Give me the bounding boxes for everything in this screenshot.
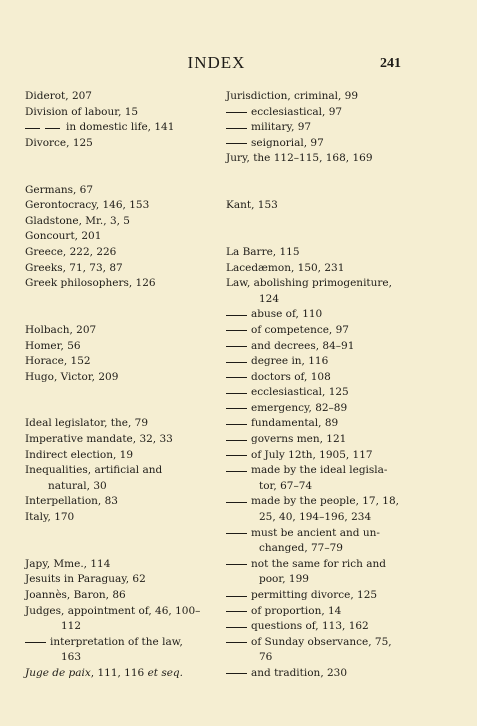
index-entry-text: Japy, Mme., 114 bbox=[25, 557, 111, 570]
index-entry-text: Division of labour, 15 bbox=[25, 105, 139, 118]
index-entry bbox=[226, 432, 406, 448]
index-spacer bbox=[25, 151, 210, 167]
page-number: 241 bbox=[380, 56, 401, 71]
index-entry bbox=[226, 479, 406, 495]
index-entry bbox=[226, 370, 406, 386]
index-spacer bbox=[25, 401, 210, 417]
index-entry bbox=[25, 105, 210, 121]
index-entry-text: Horace, 152 bbox=[25, 355, 91, 368]
index-entry bbox=[226, 276, 406, 292]
index-spacer bbox=[226, 214, 406, 230]
index-entry bbox=[226, 494, 406, 510]
index-entry-text: Lacedæmon, 150, 231 bbox=[226, 261, 345, 274]
index-spacer bbox=[25, 167, 210, 183]
index-entry-text: 76 bbox=[259, 651, 273, 664]
index-entry bbox=[226, 619, 406, 635]
ditto-dash bbox=[226, 533, 247, 534]
ditto-dash bbox=[226, 362, 247, 363]
index-entry-text: tor, 67–74 bbox=[259, 479, 313, 492]
ditto-dash bbox=[226, 315, 247, 316]
index-entry bbox=[226, 666, 406, 682]
index-entry-text: 112 bbox=[61, 620, 82, 633]
index-entry-text: military, 97 bbox=[251, 121, 312, 134]
ditto-dash bbox=[226, 596, 247, 597]
index-entry-text: degree in, 116 bbox=[251, 355, 329, 368]
index-spacer bbox=[25, 526, 210, 542]
index-entry-text: Jury, the 112–115, 168, 169 bbox=[226, 152, 373, 165]
index-entry bbox=[226, 151, 406, 167]
index-entry bbox=[25, 198, 210, 214]
index-entry bbox=[25, 416, 210, 432]
index-entry bbox=[226, 120, 406, 136]
index-entry bbox=[226, 292, 406, 308]
index-entry bbox=[226, 245, 406, 261]
index-entry bbox=[226, 650, 406, 666]
index-entry-text: Greek philosophers, 126 bbox=[25, 277, 156, 290]
index-entry-text: Jurisdiction, criminal, 99 bbox=[226, 90, 359, 102]
index-entry bbox=[226, 463, 406, 479]
index-entry bbox=[25, 261, 210, 277]
italic-suffix: et seq. bbox=[147, 666, 183, 679]
index-entry bbox=[25, 650, 210, 666]
ditto-dash bbox=[226, 377, 247, 378]
index-entry-text: of July 12th, 1905, 117 bbox=[251, 448, 373, 461]
index-entry-text: abuse of, 110 bbox=[251, 308, 323, 321]
index-entry-text: of proportion, 14 bbox=[251, 604, 342, 617]
index-entry bbox=[226, 198, 406, 214]
index-entry-text: poor, 199 bbox=[259, 573, 309, 586]
ditto-dash bbox=[226, 502, 247, 503]
ditto-dash bbox=[226, 673, 247, 674]
index-entry-text: and decrees, 84–91 bbox=[251, 339, 355, 352]
ditto-dash bbox=[25, 642, 46, 643]
index-entry bbox=[25, 432, 210, 448]
ditto-dash bbox=[226, 564, 247, 565]
index-entry-text: changed, 77–79 bbox=[259, 542, 343, 555]
index-entry bbox=[226, 323, 406, 339]
ditto-dash bbox=[226, 424, 247, 425]
index-entry-text: Gladstone, Mr., 3, 5 bbox=[25, 214, 130, 227]
index-entry bbox=[25, 120, 210, 136]
index-entry-text: La Barre, 115 bbox=[226, 245, 300, 258]
index-spacer bbox=[25, 292, 210, 308]
ditto-dash bbox=[226, 128, 247, 129]
index-entry-text: Diderot, 207 bbox=[25, 90, 92, 102]
index-entry bbox=[25, 448, 210, 464]
index-entry-text: Judges, appointment of, 46, 100– bbox=[25, 604, 201, 617]
index-entry bbox=[25, 89, 210, 105]
index-entry bbox=[226, 339, 406, 355]
index-entry-text: Inequalities, artificial and bbox=[25, 464, 163, 477]
index-entry-text: 124 bbox=[259, 292, 280, 305]
index-entry bbox=[25, 635, 210, 651]
index-entry bbox=[25, 354, 210, 370]
index-entry-text: Homer, 56 bbox=[25, 339, 81, 352]
index-entry-text: Interpellation, 83 bbox=[25, 495, 118, 508]
ditto-dash bbox=[226, 393, 247, 394]
index-entry-text: Gerontocracy, 146, 153 bbox=[25, 199, 150, 212]
index-entry bbox=[226, 354, 406, 370]
index-entry-text: 163 bbox=[61, 651, 82, 664]
index-entry bbox=[226, 572, 406, 588]
index-entry bbox=[25, 463, 210, 479]
index-entry-text: Germans, 67 bbox=[25, 183, 94, 196]
index-entry-text: Joannès, Baron, 86 bbox=[25, 589, 126, 601]
index-spacer bbox=[25, 541, 210, 557]
index-entry bbox=[25, 214, 210, 230]
index-entry bbox=[25, 666, 210, 682]
index-entry bbox=[226, 557, 406, 573]
index-entry-text: governs men, 121 bbox=[251, 433, 347, 446]
index-entry-text: ecclesiastical, 125 bbox=[251, 386, 349, 399]
index-entry-text: doctors of, 108 bbox=[251, 370, 331, 383]
ditto-dash bbox=[226, 408, 247, 409]
index-entry bbox=[25, 136, 210, 152]
index-entry bbox=[25, 183, 210, 199]
index-entry bbox=[25, 245, 210, 261]
index-entry-text: Law, abolishing primogeniture, bbox=[226, 277, 392, 290]
index-entry bbox=[226, 385, 406, 401]
ditto-dash bbox=[226, 627, 247, 628]
index-entry bbox=[25, 619, 210, 635]
index-entry-text: Italy, 170 bbox=[25, 511, 75, 524]
ditto-dash bbox=[226, 112, 247, 113]
index-spacer bbox=[226, 183, 406, 199]
index-entry bbox=[226, 510, 406, 526]
index-entry-text: Greeks, 71, 73, 87 bbox=[25, 261, 123, 274]
italic-term: Juge de paix bbox=[25, 666, 91, 679]
index-entry-text: Jesuits in Paraguay, 62 bbox=[25, 573, 146, 586]
index-entry bbox=[226, 136, 406, 152]
index-entry-text: and tradition, 230 bbox=[251, 666, 348, 679]
index-entry-text: of competence, 97 bbox=[251, 323, 349, 336]
index-entry bbox=[25, 370, 210, 386]
index-entry bbox=[25, 276, 210, 292]
index-entry-text: emergency, 82–89 bbox=[251, 401, 348, 414]
index-entry-text: 25, 40, 194–196, 234 bbox=[259, 511, 372, 524]
ditto-dash bbox=[226, 330, 247, 331]
index-entry bbox=[25, 557, 210, 573]
index-entry bbox=[25, 572, 210, 588]
index-entry bbox=[25, 339, 210, 355]
ditto-dash bbox=[226, 455, 247, 456]
index-entry bbox=[226, 635, 406, 651]
index-entry-text: questions of, 113, 162 bbox=[251, 620, 369, 633]
index-entry-text: Goncourt, 201 bbox=[25, 230, 102, 243]
index-entry bbox=[226, 307, 406, 323]
index-entry bbox=[25, 229, 210, 245]
index-entry bbox=[226, 448, 406, 464]
index-spacer bbox=[226, 229, 406, 245]
index-entry bbox=[226, 541, 406, 557]
ditto-dash bbox=[226, 611, 247, 612]
index-entry-text: Hugo, Victor, 209 bbox=[25, 370, 119, 383]
ditto-dash bbox=[226, 346, 247, 347]
index-entry-text: Indirect election, 19 bbox=[25, 448, 134, 461]
entry-pages: , 111, 116 bbox=[90, 666, 148, 679]
index-entry-text: Imperative mandate, 32, 33 bbox=[25, 433, 173, 446]
ditto-dash bbox=[226, 440, 247, 441]
index-entry-text: in domestic life, 141 bbox=[66, 121, 175, 134]
index-entry-text bbox=[25, 666, 183, 682]
index-entry-text: permitting divorce, 125 bbox=[251, 589, 378, 601]
ditto-dash bbox=[226, 471, 247, 472]
index-entry-text: Kant, 153 bbox=[226, 199, 278, 212]
index-spacer bbox=[25, 307, 210, 323]
index-entry-text: not the same for rich and bbox=[251, 557, 386, 570]
index-entry bbox=[226, 401, 406, 417]
page-title: INDEX bbox=[187, 53, 246, 72]
index-spacer bbox=[226, 167, 406, 183]
index-spacer bbox=[25, 385, 210, 401]
index-entry-text: interpretation of the law, bbox=[50, 635, 183, 648]
index-entry-text: Holbach, 207 bbox=[25, 323, 97, 336]
ditto-dash bbox=[25, 120, 61, 136]
index-entry-text: seignorial, 97 bbox=[251, 136, 324, 149]
index-entry bbox=[226, 89, 406, 105]
ditto-dash bbox=[226, 143, 247, 144]
index-entry bbox=[25, 604, 210, 620]
index-entry-text: natural, 30 bbox=[48, 479, 107, 492]
index-entry bbox=[226, 261, 406, 277]
index-entry-text: fundamental, 89 bbox=[251, 417, 339, 430]
index-entry-text: of Sunday observance, 75, bbox=[251, 635, 392, 648]
index-entry bbox=[226, 588, 406, 604]
ditto-dash bbox=[226, 642, 247, 643]
index-entry-text: made by the ideal legisla- bbox=[251, 464, 388, 477]
index-entry bbox=[25, 323, 210, 339]
index-entry bbox=[226, 604, 406, 620]
index-entry-text: ecclesiastical, 97 bbox=[251, 105, 343, 118]
index-entry bbox=[226, 526, 406, 542]
index-entry bbox=[25, 588, 210, 604]
index-entry bbox=[25, 494, 210, 510]
index-column-left bbox=[25, 89, 210, 682]
index-entry bbox=[25, 479, 210, 495]
index-entry bbox=[226, 105, 406, 121]
index-entry-text: Ideal legislator, the, 79 bbox=[25, 417, 149, 430]
index-entry-text: Divorce, 125 bbox=[25, 136, 93, 149]
index-entry-text: must be ancient and un- bbox=[251, 526, 380, 539]
index-entry bbox=[25, 510, 210, 526]
index-entry bbox=[226, 416, 406, 432]
index-entry-text: made by the people, 17, 18, bbox=[251, 495, 399, 508]
index-entry-text: Greece, 222, 226 bbox=[25, 245, 117, 258]
index-column-right bbox=[226, 89, 406, 682]
